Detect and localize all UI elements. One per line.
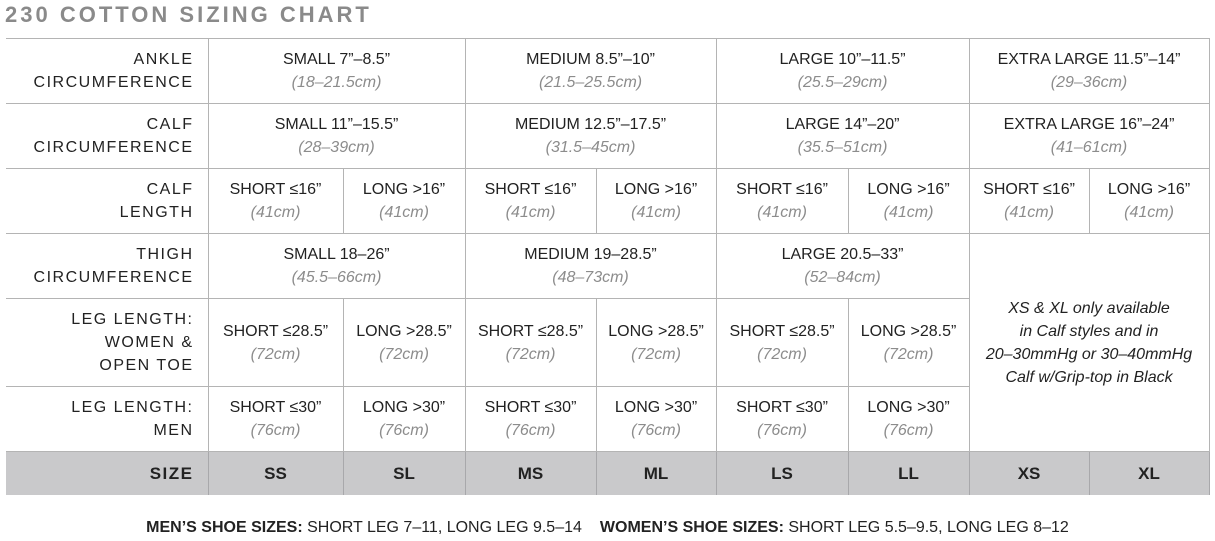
men-shoe-sizes-label: MEN’S SHOE SIZES: <box>146 519 303 536</box>
row-label-ankle: ANKLE CIRCUMFERENCE <box>6 39 208 104</box>
cell-leg-women-ls: SHORT ≤28.5” (72cm) <box>716 299 848 387</box>
row-label-leg-length-men: LEG LENGTH: MEN <box>6 387 208 452</box>
women-shoe-sizes-text: SHORT LEG 5.5–9.5, LONG LEG 8–12 <box>783 519 1069 536</box>
cell-leg-women-sl: LONG >28.5” (72cm) <box>343 299 465 387</box>
cell-thigh-large: LARGE 20.5–33” (52–84cm) <box>716 234 969 299</box>
size-code-ss: SS <box>208 452 343 496</box>
cell-leg-women-ms: SHORT ≤28.5” (72cm) <box>465 299 596 387</box>
cell-leg-men-ms: SHORT ≤30” (76cm) <box>465 387 596 452</box>
cell-calf-length-xl: LONG >16” (41cm) <box>1089 169 1209 234</box>
size-code-xl: XL <box>1089 452 1209 496</box>
cell-calf-length-xs: SHORT ≤16” (41cm) <box>969 169 1089 234</box>
cell-thigh-small: SMALL 18–26” (45.5–66cm) <box>208 234 465 299</box>
cell-calf-length-ms: SHORT ≤16” (41cm) <box>465 169 596 234</box>
cell-leg-women-ss: SHORT ≤28.5” (72cm) <box>208 299 343 387</box>
cell-ankle-large: LARGE 10”–11.5” (25.5–29cm) <box>716 39 969 104</box>
cell-leg-men-sl: LONG >30” (76cm) <box>343 387 465 452</box>
men-shoe-sizes-text: SHORT LEG 7–11, LONG LEG 9.5–14 <box>302 519 582 536</box>
row-label-calf-length: CALF LENGTH <box>6 169 208 234</box>
row-size-codes <box>6 452 1209 496</box>
cell-leg-women-ml: LONG >28.5” (72cm) <box>596 299 716 387</box>
availability-note: XS & XL only available in Calf styles and in 20–30mmHg or 30–40mmHg Calf w/Grip-top in Black <box>969 234 1209 452</box>
cell-leg-men-ls: SHORT ≤30” (76cm) <box>716 387 848 452</box>
size-code-xs: XS <box>969 452 1089 496</box>
cell-leg-men-ml: LONG >30” (76cm) <box>596 387 716 452</box>
size-row-label: SIZE <box>6 452 208 496</box>
row-calf-circumference <box>6 104 1209 169</box>
row-thigh-circumference <box>6 234 1209 299</box>
size-code-ll: LL <box>848 452 969 496</box>
row-label-calf-circumference: CALF CIRCUMFERENCE <box>6 104 208 169</box>
cell-calf-large: LARGE 14”–20” (35.5–51cm) <box>716 104 969 169</box>
cell-leg-men-ss: SHORT ≤30” (76cm) <box>208 387 343 452</box>
row-ankle-circumference <box>6 39 1209 104</box>
cell-calf-length-ll: LONG >16” (41cm) <box>848 169 969 234</box>
row-label-thigh: THIGH CIRCUMFERENCE <box>6 234 208 299</box>
cell-ankle-extra-large: EXTRA LARGE 11.5”–14” (29–36cm) <box>969 39 1209 104</box>
cell-calf-length-ml: LONG >16” (41cm) <box>596 169 716 234</box>
row-calf-length <box>6 169 1209 234</box>
cell-calf-length-sl: LONG >16” (41cm) <box>343 169 465 234</box>
cell-calf-small: SMALL 11”–15.5” (28–39cm) <box>208 104 465 169</box>
size-code-ms: MS <box>465 452 596 496</box>
cell-calf-length-ss: SHORT ≤16” (41cm) <box>208 169 343 234</box>
shoe-sizes-footer <box>0 519 1215 537</box>
row-label-leg-length-women: LEG LENGTH: WOMEN & OPEN TOE <box>6 299 208 387</box>
cell-ankle-medium: MEDIUM 8.5”–10” (21.5–25.5cm) <box>465 39 716 104</box>
cell-leg-men-ll: LONG >30” (76cm) <box>848 387 969 452</box>
women-shoe-sizes-label: WOMEN’S SHOE SIZES: <box>599 519 784 536</box>
cell-thigh-medium: MEDIUM 19–28.5” (48–73cm) <box>465 234 716 299</box>
cell-calf-extra-large: EXTRA LARGE 16”–24” (41–61cm) <box>969 104 1209 169</box>
cell-calf-medium: MEDIUM 12.5”–17.5” (31.5–45cm) <box>465 104 716 169</box>
cell-leg-women-ll: LONG >28.5” (72cm) <box>848 299 969 387</box>
size-code-ml: ML <box>596 452 716 496</box>
size-code-ls: LS <box>716 452 848 496</box>
cell-calf-length-ls: SHORT ≤16” (41cm) <box>716 169 848 234</box>
size-code-sl: SL <box>343 452 465 496</box>
cell-ankle-small: SMALL 7”–8.5” (18–21.5cm) <box>208 39 465 104</box>
chart-title: 230 COTTON SIZING CHART <box>5 2 372 27</box>
sizing-table <box>6 38 1210 495</box>
